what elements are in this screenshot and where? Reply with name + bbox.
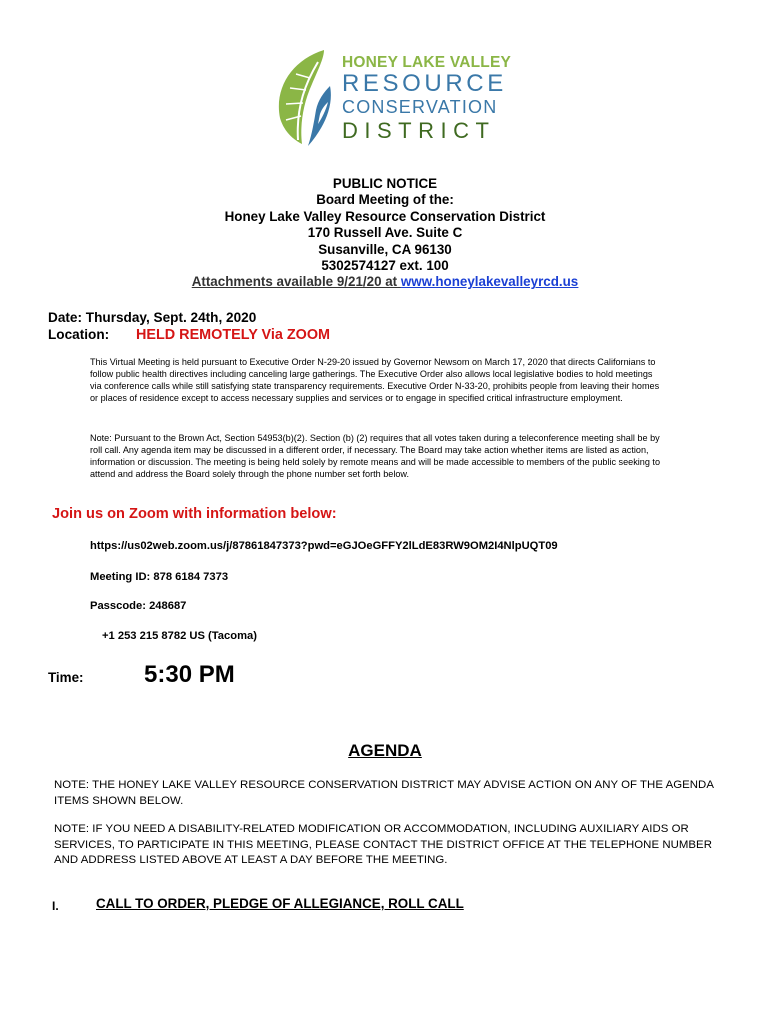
attachments-line — [0, 274, 770, 290]
zoom-url[interactable]: https://us02web.zoom.us/j/87861847373?pwd=eGJOeGFFY2lLdE83RW9OM2I4NlpUQT09 — [90, 540, 558, 552]
website-link[interactable]: www.honeylakevalleyrcd.us — [400, 274, 579, 290]
date-label: Date: — [48, 310, 82, 325]
date-value: Thursday, Sept. 24th, 2020 — [85, 310, 257, 325]
district-name: Honey Lake Valley Resource Conservation District — [224, 208, 546, 224]
date-row — [48, 310, 256, 325]
time-value: 5:30 PM — [144, 661, 235, 688]
agenda-note-accessibility: NOTE: IF YOU NEED A DISABILITY-RELATED MODIFICATION OR ACCOMMODATION, INCLUDING AUXILIARY AIDS OR SERVICES, TO PARTICIPATE IN THIS MEETING, PLEASE CONTACT THE DISTRICT OFFICE AT THE TELEPHONE NUMBER AND ADDRESS LISTED ABOVE AT LEAST A DAY BEFORE THE MEETING. — [54, 823, 712, 867]
agenda-item-number: I. — [52, 899, 59, 913]
agenda-title: AGENDA — [348, 741, 422, 760]
attachments-text: Attachments available 9/21/20 at — [191, 274, 401, 290]
district-logo — [272, 48, 512, 150]
zoom-passcode: Passcode: 248687 — [90, 600, 187, 612]
zoom-phone: +1 253 215 8782 US (Tacoma) — [102, 630, 257, 642]
logo-line-4: DISTRICT — [342, 118, 496, 143]
logo-line-2: RESOURCE — [342, 70, 507, 97]
address-street: 170 Russell Ave. Suite C — [307, 225, 463, 241]
time-label: Time: — [48, 670, 84, 685]
logo-line-3: CONSERVATION — [342, 97, 498, 117]
notice-subtitle: Board Meeting of the: — [316, 192, 454, 208]
location-value: HELD REMOTELY Via ZOOM — [136, 327, 331, 343]
notice-title: PUBLIC NOTICE — [332, 176, 438, 191]
zoom-meeting-id: Meeting ID: 878 6184 7373 — [90, 571, 229, 583]
location-row — [48, 327, 331, 343]
leaf-water-drop-icon — [272, 48, 342, 150]
brown-act-paragraph: Note: Pursuant to the Brown Act, Section 54953(b)(2). Section (b) (2) requires that all votes taken during a teleconference meeting shall be by roll call. Any agenda item may be discussed in a different order, if necessary. The Board may take action whether items are listed as action, information or discussion. The meeting is being held solely by remote means and will be made accessible to members of the public seeking to attend and address the Board solely through the phone number set forth below. — [90, 433, 661, 480]
agenda-item-text: CALL TO ORDER, PLEDGE OF ALLEGIANCE, ROLL CALL — [96, 896, 464, 911]
address-city: Susanville, CA 96130 — [318, 241, 452, 257]
notice-header — [0, 176, 770, 291]
location-label: Location: — [48, 327, 110, 342]
executive-order-paragraph: This Virtual Meeting is held pursuant to Executive Order N-29-20 issued by Governor Newsom on March 17, 2020 that directs Californians to follow public health directives including canceling large gatherings. The Executive Order also allows local legislative bodies to hold meetings via conference calls while still satisfying state transparency requirements. Executive Order N-33-20, prohibits people from leaving their homes or places of residence except to access necessary supplies and services or to engage in specified critical infrastructure employment. — [90, 357, 660, 404]
logo-line-1: HONEY LAKE VALLEY — [342, 54, 512, 71]
phone-number: 5302574127 ext. 100 — [321, 258, 449, 274]
agenda-note-action: NOTE: THE HONEY LAKE VALLEY RESOURCE CONSERVATION DISTRICT MAY ADVISE ACTION ON ANY OF THE AGENDA ITEMS SHOWN BELOW. — [54, 779, 714, 807]
zoom-heading: Join us on Zoom with information below: — [52, 506, 337, 522]
